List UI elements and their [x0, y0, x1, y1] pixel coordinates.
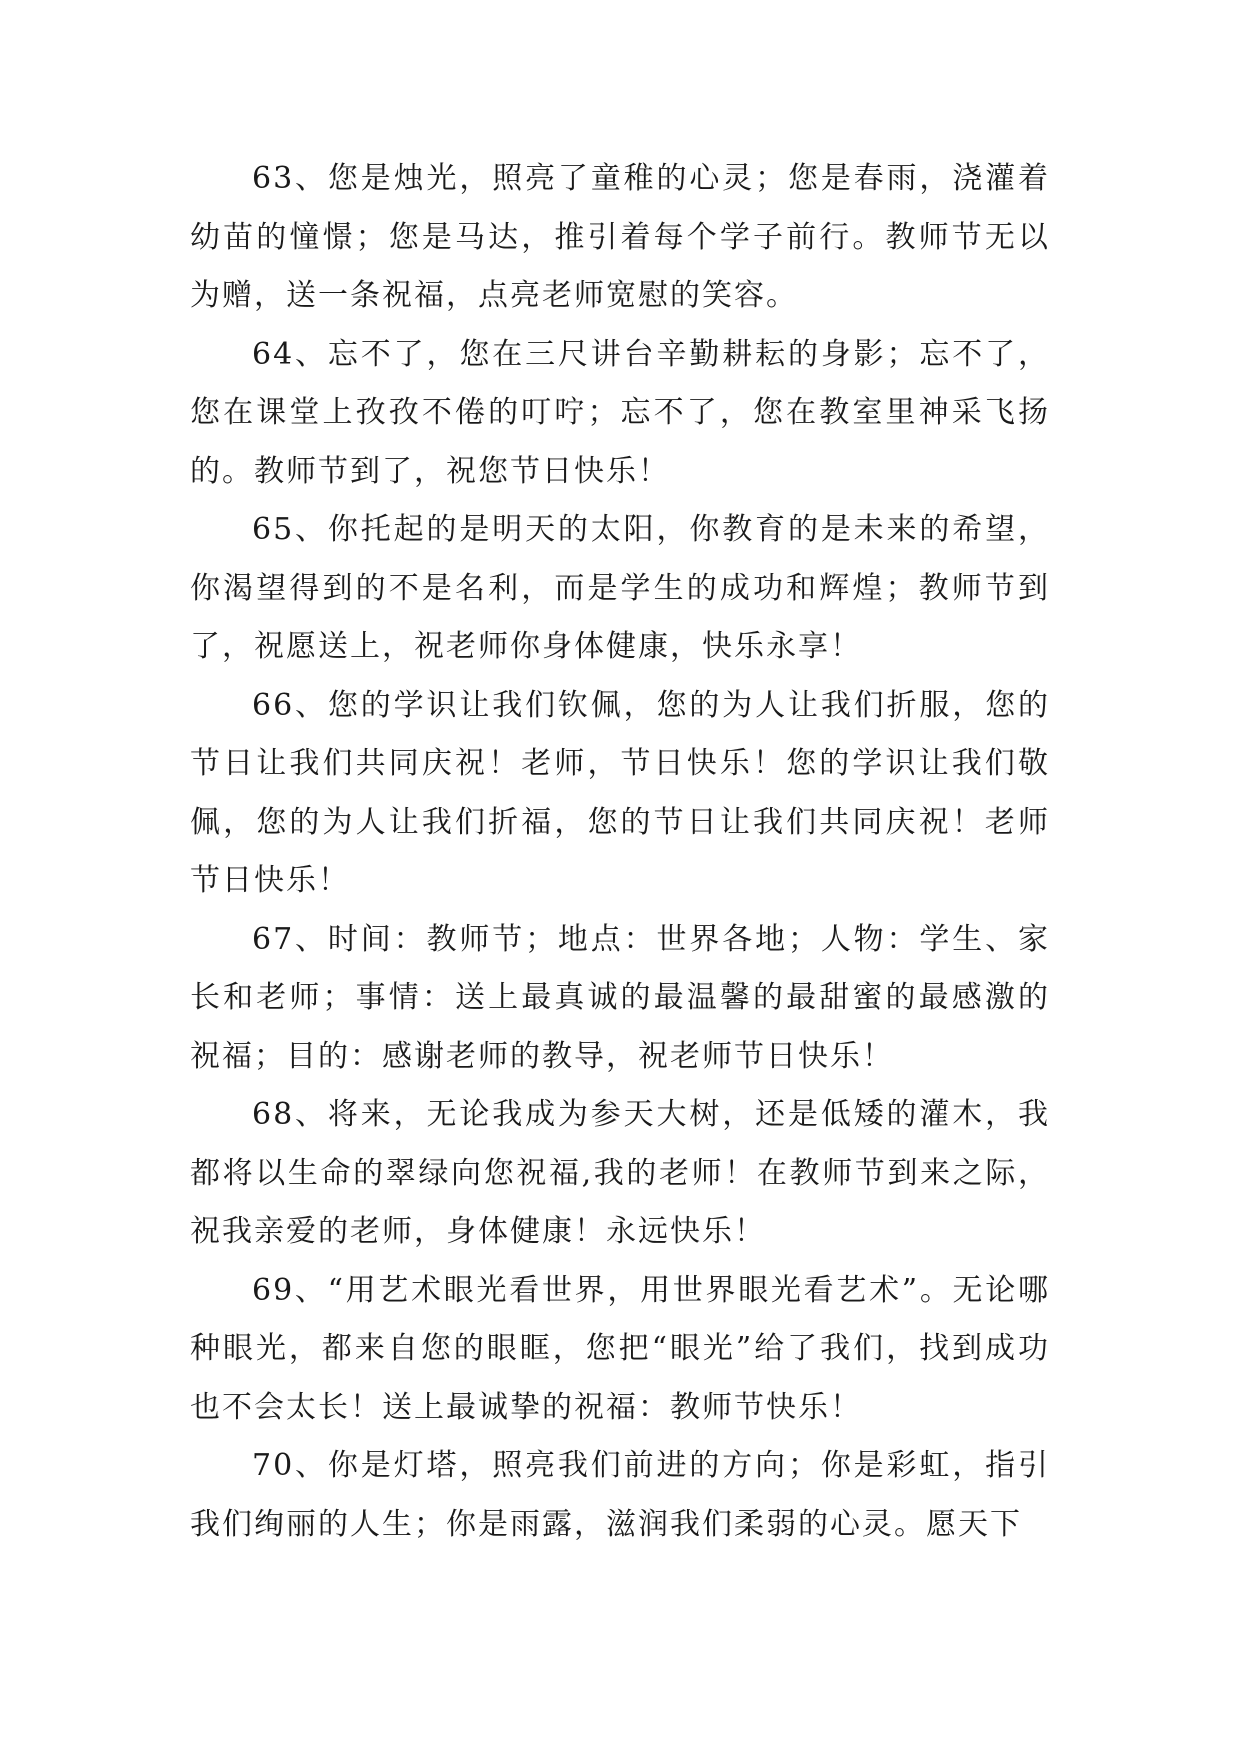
paragraph-66: 66、您的学识让我们钦佩，您的为人让我们折服，您的节日让我们共同庆祝！老师，节日快乐！您的学识让我们敬佩，您的为人让我们折福，您的节日让我们共同庆祝！老师节日快乐！: [190, 687, 1050, 898]
paragraph-63: 63、您是烛光，照亮了童稚的心灵；您是春雨，浇灌着幼苗的憧憬；您是马达，推引着每个学子前行。教师节无以为赠，送一条祝福，点亮老师宽慰的笑容。: [190, 161, 1050, 313]
paragraph-67: 67、时间：教师节；地点：世界各地；人物：学生、家长和老师；事情：送上最真诚的最温馨的最甜蜜的最感激的祝福；目的：感谢老师的教导，祝老师节日快乐！: [190, 921, 1050, 1074]
paragraph-69: 69、“用艺术眼光看世界，用世界眼光看艺术”。无论哪种眼光，都来自您的眼眶，您把“眼光”给了我们，找到成功也不会太长！送上最诚挚的祝福：教师节快乐！: [190, 1272, 1050, 1425]
paragraph-64: 64、忘不了，您在三尺讲台辛勤耕耘的身影；忘不了，您在课堂上孜孜不倦的叮咛；忘不了，您在教室里神采飞扬的。教师节到了，祝您节日快乐！: [190, 336, 1050, 489]
paragraph-65: 65、你托起的是明天的太阳，你教育的是未来的希望，你渴望得到的不是名利，而是学生的成功和辉煌；教师节到了，祝愿送上，祝老师你身体健康，快乐永享！: [190, 512, 1050, 664]
paragraph-68: 68、将来，无论我成为参天大树，还是低矮的灌木，我都将以生命的翠绿向您祝福,我的老师！在教师节到来之际，祝我亲爱的老师，身体健康！永远快乐！: [190, 1097, 1050, 1249]
paragraph-70: 70、你是灯塔，照亮我们前进的方向；你是彩虹，指引我们绚丽的人生；你是雨露，滋润我们柔弱的心灵。愿天下: [190, 1448, 1050, 1542]
document-body: [190, 150, 1050, 1554]
